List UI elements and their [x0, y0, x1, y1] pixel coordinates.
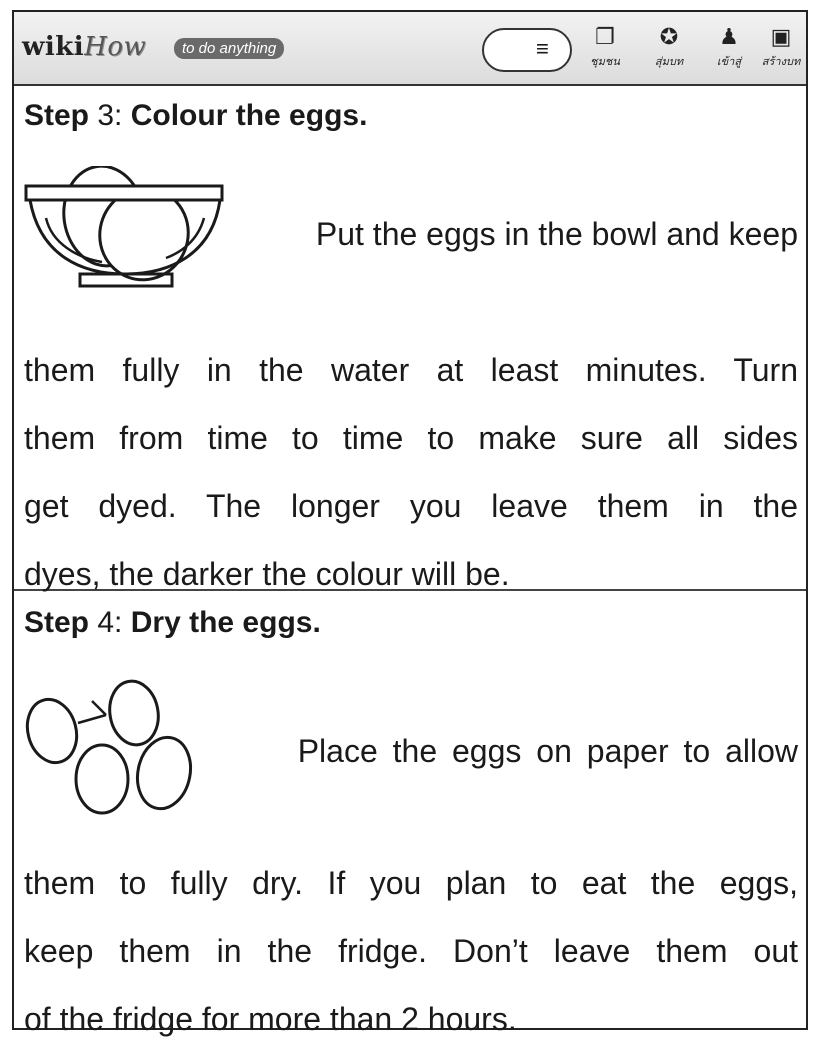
nav-label-create: สร้างบท [761, 56, 801, 68]
book-icon[interactable]: ❐ ชุมชน [580, 24, 630, 70]
step-3-line-2: them from time to time to make sure all sides [24, 420, 798, 456]
worksheet-frame [12, 10, 808, 1037]
egg-middle [76, 745, 128, 813]
step-3-line-1: them fully in the water at least minutes. Turn [24, 352, 798, 388]
step-4-line-3: of the fridge for more than 2 hours. [24, 1001, 517, 1037]
step-3-title: Step 3: Colour the eggs. [24, 99, 368, 132]
bowl-rim [26, 186, 222, 200]
step-4-title: Step 4: Dry the eggs. [24, 606, 321, 639]
step-4-first-line: Place the eggs on paper to allow [297, 733, 798, 769]
compass-icon[interactable]: ✪ สุ่มบท [644, 24, 694, 70]
egg-left [22, 694, 83, 768]
step-4-section [14, 591, 806, 1037]
wikihow-logo[interactable] [22, 32, 146, 62]
step-3-line-3: get dyed. The longer you leave them in the [24, 488, 798, 524]
nav-label-community: ชุมชน [590, 56, 620, 68]
step-3-line-4: dyes, the darker the colour will be. [24, 556, 510, 592]
wikihow-header [14, 12, 806, 86]
menu-icon[interactable]: ≡ [536, 36, 549, 61]
step-4-line-1: them to fully dry. If you plan to eat the eggs, [24, 865, 798, 901]
bowl-eggs-illustration [22, 166, 228, 296]
step-3-section [14, 84, 806, 591]
step-3-first-line: Put the eggs in the bowl and keep [315, 216, 798, 252]
tagline: to do anything [174, 38, 284, 59]
nav-label-random: สุ่มบท [654, 56, 684, 68]
nav-label-login: เข้าสู่ [716, 56, 742, 68]
briefcase-icon[interactable]: ▣ สร้างบท [756, 24, 806, 70]
step-4-body [24, 849, 798, 1053]
step-4-line-2: keep them in the fridge. Don’t leave them out [24, 933, 798, 969]
eggs-drying-illustration [22, 677, 198, 817]
search-box[interactable] [482, 28, 572, 72]
logo-how: How [84, 32, 147, 62]
egg-top [105, 677, 163, 748]
step-3-body [24, 336, 798, 608]
user-icon[interactable]: ♟ เข้าสู่ [704, 24, 754, 70]
logo-wiki: wiki [22, 32, 85, 62]
